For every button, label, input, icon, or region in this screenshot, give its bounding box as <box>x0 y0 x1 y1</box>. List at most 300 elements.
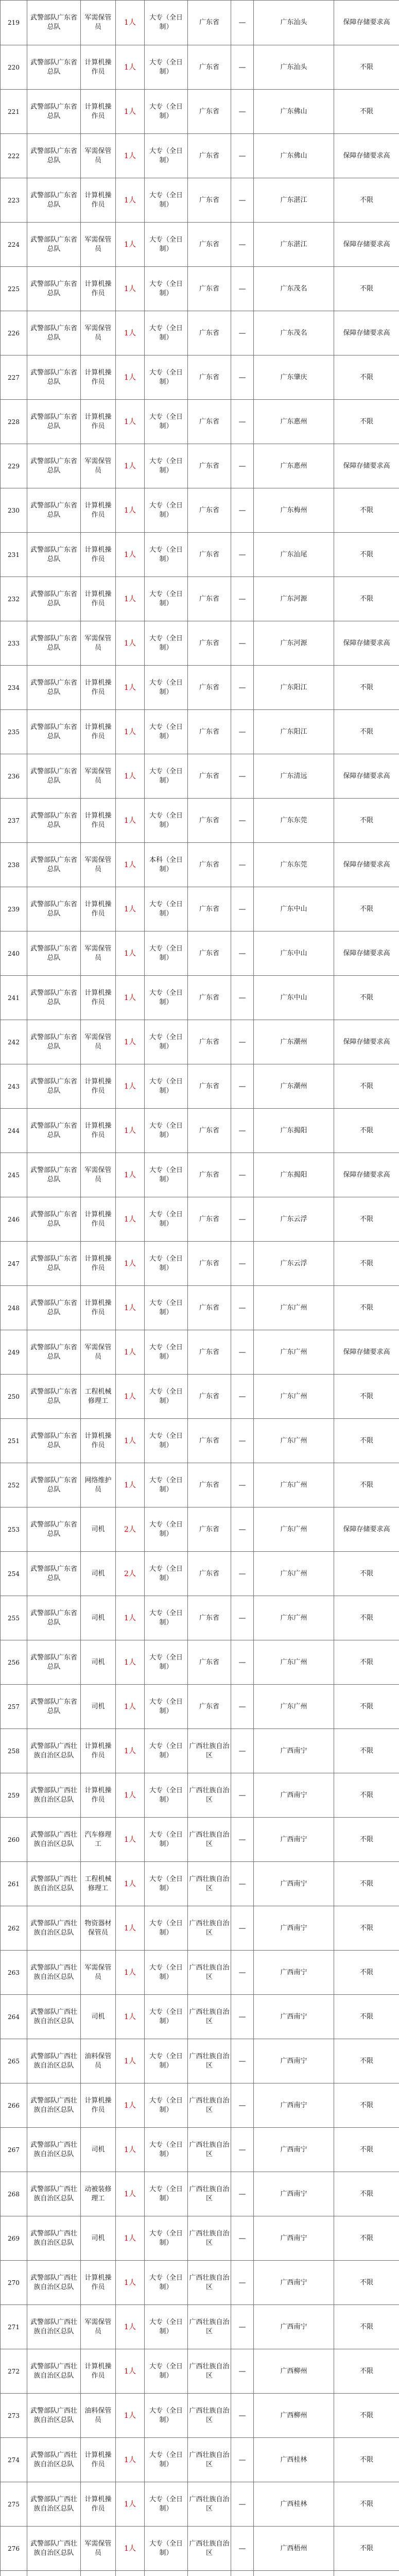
cell-gender: — <box>231 2261 254 2305</box>
cell-station: 广东汕尾 <box>254 533 334 577</box>
cell-headcount: 1人 <box>116 1197 145 1242</box>
cell-station: 广东东莞 <box>254 799 334 843</box>
table-row <box>1 666 399 710</box>
cell-row-number: 259 <box>1 1773 27 1818</box>
cell-education: 大专（全日制） <box>145 887 188 931</box>
cell-post-title: 军需保管员 <box>81 1330 116 1375</box>
table-row <box>1 1375 399 1419</box>
cell-region: 广西壮族自治区 <box>188 1906 231 1951</box>
cell-row-number: 237 <box>1 799 27 843</box>
cell-headcount: 1人 <box>116 1995 145 2039</box>
cell-gender: — <box>231 577 254 621</box>
cell-region: 广东省 <box>188 267 231 311</box>
cell-region: 广东省 <box>188 1419 231 1463</box>
cell-gender: — <box>231 1862 254 1906</box>
cell-note: 不限 <box>334 1419 399 1463</box>
cell-region: 广东省 <box>188 223 231 267</box>
cell-region: 广东省 <box>188 887 231 931</box>
cell-note: 不限 <box>334 1242 399 1286</box>
cell-gender: — <box>231 1729 254 1773</box>
table-row <box>1 1286 399 1330</box>
cell-education: 大专（全日制） <box>145 267 188 311</box>
cell-headcount: 1人 <box>116 90 145 134</box>
cell-note: 不限 <box>334 1818 399 1862</box>
cell-unit-name: 武警部队广东省总队 <box>27 134 81 178</box>
cell-education: 大专（全日制） <box>145 1685 188 1729</box>
cell-note: 不限 <box>334 1375 399 1419</box>
cell-row-number: 236 <box>1 754 27 799</box>
cell-post-title: 计算机操作员 <box>81 2438 116 2482</box>
table-row <box>1 1862 399 1906</box>
cell-region: 广东省 <box>188 1552 231 1596</box>
table-row <box>1 2349 399 2394</box>
cell-headcount: 1人 <box>116 355 145 400</box>
cell-region: 广东省 <box>188 444 231 488</box>
cell-gender: — <box>231 2083 254 2128</box>
cell-station: 广西柳州 <box>254 2394 334 2438</box>
cell-post-title: 计算机操作员 <box>81 2349 116 2394</box>
cell-unit-name: 武警部队广东省总队 <box>27 444 81 488</box>
cell-note: 保障存储要求高 <box>334 621 399 666</box>
cell-note: 保障存储要求高 <box>334 931 399 976</box>
cell-headcount: 1人 <box>116 444 145 488</box>
cell-note: 不限 <box>334 2039 399 2083</box>
table-row <box>1 2305 399 2349</box>
cell-education: 大专（全日制） <box>145 799 188 843</box>
cell-unit-name: 武警部队广东省总队 <box>27 1109 81 1153</box>
cell-gender: — <box>231 1419 254 1463</box>
cell-gender: — <box>231 2438 254 2482</box>
cell-post-title: 军需保管员 <box>81 444 116 488</box>
cell-region: 广东省 <box>188 1197 231 1242</box>
cell-station: 广东广州 <box>254 1419 334 1463</box>
cell-unit-name <box>27 2571 81 2576</box>
table-row <box>1 1419 399 1463</box>
cell-region: 广东省 <box>188 1286 231 1330</box>
cell-post-title: 司机 <box>81 1685 116 1729</box>
table-row <box>1 2394 399 2438</box>
cell-note: 不限 <box>334 1906 399 1951</box>
table-row <box>1 400 399 444</box>
cell-note: 保障存储要求高 <box>334 843 399 887</box>
cell-region: 广西壮族自治区 <box>188 2261 231 2305</box>
cell-region: 广西壮族自治区 <box>188 2305 231 2349</box>
cell-row-number: 246 <box>1 1197 27 1242</box>
cell-headcount: 1人 <box>116 2305 145 2349</box>
cell-row-number: 274 <box>1 2438 27 2482</box>
cell-region: 广西壮族自治区 <box>188 2216 231 2261</box>
cell-note: 不限 <box>334 2261 399 2305</box>
table-row <box>1 2128 399 2172</box>
cell-post-title: 司机 <box>81 1995 116 2039</box>
cell-station: 广西南宁 <box>254 1951 334 1995</box>
cell-headcount: 1人 <box>116 1951 145 1995</box>
cell-headcount: 1人 <box>116 1375 145 1419</box>
cell-region: 广东省 <box>188 45 231 90</box>
cell-gender: — <box>231 2394 254 2438</box>
cell-headcount: 1人 <box>116 1153 145 1197</box>
cell-note: 不限 <box>334 1685 399 1729</box>
cell-note: 不限 <box>334 267 399 311</box>
cell-education: 大专（全日制） <box>145 2216 188 2261</box>
cell-station: 广东广州 <box>254 1640 334 1685</box>
table-row <box>1 2527 399 2571</box>
cell-gender: — <box>231 488 254 533</box>
cell-row-number: 256 <box>1 1640 27 1685</box>
cell-station: 广东东莞 <box>254 843 334 887</box>
cell-region: 广东省 <box>188 1109 231 1153</box>
cell-region: 广东省 <box>188 90 231 134</box>
cell-gender: — <box>231 2527 254 2571</box>
cell-gender: — <box>231 710 254 754</box>
cell-education: 大专（全日制） <box>145 134 188 178</box>
cell-headcount: 1人 <box>116 267 145 311</box>
cell-region: 广西壮族自治区 <box>188 2438 231 2482</box>
cell-post-title: 军需保管员 <box>81 843 116 887</box>
table-row <box>1 533 399 577</box>
cell-education: 大专（全日制） <box>145 2438 188 2482</box>
cell-unit-name: 武警部队广东省总队 <box>27 45 81 90</box>
cell-post-title: 计算机操作员 <box>81 2083 116 2128</box>
cell-row-number: 241 <box>1 976 27 1020</box>
cell-note: 不限 <box>334 355 399 400</box>
cell-unit-name: 武警部队广东省总队 <box>27 621 81 666</box>
cell-station: 广西南宁 <box>254 2216 334 2261</box>
cell-note: 不限 <box>334 2216 399 2261</box>
cell-education: 大专（全日制） <box>145 2172 188 2216</box>
cell-unit-name: 武警部队广东省总队 <box>27 1020 81 1064</box>
cell-post-title <box>81 2571 116 2576</box>
cell-education: 大专（全日制） <box>145 666 188 710</box>
cell-unit-name: 武警部队广东省总队 <box>27 533 81 577</box>
cell-note: 保障存储要求高 <box>334 754 399 799</box>
cell-unit-name: 武警部队广西壮族自治区总队 <box>27 2261 81 2305</box>
cell-note: 不限 <box>334 887 399 931</box>
cell-post-title: 计算机操作员 <box>81 1109 116 1153</box>
cell-gender: — <box>231 1064 254 1109</box>
cell-headcount: 1人 <box>116 1818 145 1862</box>
cell-gender: — <box>231 1197 254 1242</box>
cell-row-number: 271 <box>1 2305 27 2349</box>
cell-station: 广西南宁 <box>254 1862 334 1906</box>
cell-note: 不限 <box>334 710 399 754</box>
cell-education: 大专（全日制） <box>145 1773 188 1818</box>
cell-headcount: 1人 <box>116 754 145 799</box>
cell-post-title: 计算机操作员 <box>81 1286 116 1330</box>
cell-education: 大专（全日制） <box>145 1153 188 1197</box>
cell-row-number: 268 <box>1 2172 27 2216</box>
cell-education: 大专（全日制） <box>145 1197 188 1242</box>
cell-station: 广东广州 <box>254 1330 334 1375</box>
cell-post-title: 计算机操作员 <box>81 1242 116 1286</box>
table-row <box>1 1 399 45</box>
cell-headcount: 1人 <box>116 1685 145 1729</box>
cell-row-number: 252 <box>1 1463 27 1507</box>
table-row <box>1 488 399 533</box>
table-row <box>1 444 399 488</box>
cell-station: 广西南宁 <box>254 2172 334 2216</box>
cell-post-title: 计算机操作员 <box>81 400 116 444</box>
cell-station: 广东佛山 <box>254 90 334 134</box>
cell-region: 广东省 <box>188 533 231 577</box>
cell-unit-name: 武警部队广西壮族自治区总队 <box>27 1906 81 1951</box>
cell-gender: — <box>231 1818 254 1862</box>
cell-unit-name: 武警部队广西壮族自治区总队 <box>27 2128 81 2172</box>
table-row <box>1 621 399 666</box>
cell-region: 广东省 <box>188 1153 231 1197</box>
cell-region: 广西壮族自治区 <box>188 1862 231 1906</box>
table-row <box>1 90 399 134</box>
cell-note: 不限 <box>334 90 399 134</box>
cell-post-title: 计算机操作员 <box>81 1419 116 1463</box>
cell-row-number: 227 <box>1 355 27 400</box>
cell-note: 不限 <box>334 2438 399 2482</box>
cell-row-number: 262 <box>1 1906 27 1951</box>
cell-education: 大专（全日制） <box>145 178 188 223</box>
cell-headcount: 1人 <box>116 400 145 444</box>
cell-unit-name: 武警部队广西壮族自治区总队 <box>27 1818 81 1862</box>
cell-post-title: 计算机操作员 <box>81 178 116 223</box>
table-row <box>1 355 399 400</box>
cell-note: 不限 <box>334 1197 399 1242</box>
table-row <box>1 2571 399 2576</box>
cell-unit-name: 武警部队广西壮族自治区总队 <box>27 2527 81 2571</box>
table-row <box>1 1242 399 1286</box>
cell-row-number: 229 <box>1 444 27 488</box>
cell-gender: — <box>231 1995 254 2039</box>
cell-headcount: 1人 <box>116 2349 145 2394</box>
cell-row-number: 245 <box>1 1153 27 1197</box>
cell-unit-name: 武警部队广西壮族自治区总队 <box>27 2039 81 2083</box>
cell-row-number: 232 <box>1 577 27 621</box>
cell-post-title: 计算机操作员 <box>81 355 116 400</box>
cell-row-number: 270 <box>1 2261 27 2305</box>
cell-post-title: 计算机操作员 <box>81 577 116 621</box>
cell-station: 广东阳江 <box>254 666 334 710</box>
cell-headcount: 1人 <box>116 1906 145 1951</box>
table-row <box>1 799 399 843</box>
cell-gender: — <box>231 754 254 799</box>
cell-note <box>334 2571 399 2576</box>
cell-note: 不限 <box>334 1109 399 1153</box>
cell-region: 广东省 <box>188 577 231 621</box>
cell-unit-name: 武警部队广东省总队 <box>27 577 81 621</box>
cell-note: 不限 <box>334 2482 399 2527</box>
cell-region: 广西壮族自治区 <box>188 2128 231 2172</box>
cell-headcount: 1人 <box>116 1773 145 1818</box>
cell-post-title: 军需保管员 <box>81 1951 116 1995</box>
cell-education: 大专（全日制） <box>145 45 188 90</box>
cell-headcount: 1人 <box>116 1 145 45</box>
cell-headcount: 1人 <box>116 1463 145 1507</box>
cell-unit-name: 武警部队广东省总队 <box>27 1 81 45</box>
cell-headcount: 1人 <box>116 1330 145 1375</box>
cell-note: 保障存储要求高 <box>334 223 399 267</box>
cell-region: 广东省 <box>188 1375 231 1419</box>
cell-education: 大专（全日制） <box>145 2527 188 2571</box>
cell-education: 大专（全日制） <box>145 976 188 1020</box>
cell-education: 大专（全日制） <box>145 1064 188 1109</box>
cell-gender: — <box>231 1 254 45</box>
cell-gender: — <box>231 134 254 178</box>
cell-region: 广西壮族自治区 <box>188 2083 231 2128</box>
cell-station: 广西南宁 <box>254 2261 334 2305</box>
cell-post-title: 军需保管员 <box>81 223 116 267</box>
cell-post-title: 军需保管员 <box>81 311 116 355</box>
cell-unit-name: 武警部队广东省总队 <box>27 1375 81 1419</box>
table-row <box>1 1330 399 1375</box>
cell-station: 广西南宁 <box>254 1906 334 1951</box>
cell-education: 大专（全日制） <box>145 621 188 666</box>
cell-station: 广西南宁 <box>254 2305 334 2349</box>
cell-headcount: 1人 <box>116 223 145 267</box>
cell-row-number: 254 <box>1 1552 27 1596</box>
cell-headcount: 1人 <box>116 1064 145 1109</box>
cell-station: 广东梅州 <box>254 488 334 533</box>
cell-education: 大专（全日制） <box>145 1242 188 1286</box>
cell-post-title: 工程机械修理工 <box>81 1375 116 1419</box>
cell-region: 广东省 <box>188 134 231 178</box>
cell-education: 大专（全日制） <box>145 1640 188 1685</box>
cell-gender: — <box>231 2349 254 2394</box>
cell-station: 广东茂名 <box>254 311 334 355</box>
cell-station: 广东茂名 <box>254 267 334 311</box>
cell-note: 不限 <box>334 1640 399 1685</box>
cell-note: 不限 <box>334 1552 399 1596</box>
cell-row-number: 258 <box>1 1729 27 1773</box>
cell-unit-name: 武警部队广东省总队 <box>27 710 81 754</box>
table-row <box>1 1685 399 1729</box>
cell-row-number: 238 <box>1 843 27 887</box>
cell-station: 广东中山 <box>254 931 334 976</box>
cell-note: 不限 <box>334 1463 399 1507</box>
cell-education: 大专（全日制） <box>145 90 188 134</box>
cell-gender: — <box>231 533 254 577</box>
table-body <box>1 1 399 2576</box>
cell-region: 广东省 <box>188 1685 231 1729</box>
cell-unit-name: 武警部队广西壮族自治区总队 <box>27 1729 81 1773</box>
cell-gender: — <box>231 2482 254 2527</box>
cell-region: 广东省 <box>188 931 231 976</box>
cell-post-title: 计算机操作员 <box>81 488 116 533</box>
cell-station: 广西南宁 <box>254 1818 334 1862</box>
table-row <box>1 1109 399 1153</box>
cell-note: 不限 <box>334 2172 399 2216</box>
cell-post-title: 司机 <box>81 1640 116 1685</box>
cell-note: 保障存储要求高 <box>334 134 399 178</box>
cell-region: 广东省 <box>188 666 231 710</box>
cell-post-title: 计算机操作员 <box>81 976 116 1020</box>
cell-education: 大专（全日制） <box>145 1995 188 2039</box>
cell-row-number: 266 <box>1 2083 27 2128</box>
table-row <box>1 1507 399 1552</box>
table-row <box>1 1906 399 1951</box>
cell-post-title: 司机 <box>81 2128 116 2172</box>
table-row <box>1 1197 399 1242</box>
cell-row-number: 240 <box>1 931 27 976</box>
cell-station: 广东揭阳 <box>254 1153 334 1197</box>
cell-row-number: 222 <box>1 134 27 178</box>
cell-gender: — <box>231 2305 254 2349</box>
table-row <box>1 311 399 355</box>
table-row <box>1 134 399 178</box>
cell-gender: — <box>231 90 254 134</box>
cell-headcount: 2人 <box>116 1552 145 1596</box>
cell-education: 大专（全日制） <box>145 1862 188 1906</box>
cell-unit-name: 武警部队广东省总队 <box>27 1507 81 1552</box>
cell-row-number: 267 <box>1 2128 27 2172</box>
cell-headcount: 1人 <box>116 2438 145 2482</box>
cell-station: 广东湛江 <box>254 178 334 223</box>
cell-note: 不限 <box>334 1773 399 1818</box>
cell-post-title: 计算机操作员 <box>81 1729 116 1773</box>
cell-note: 不限 <box>334 1862 399 1906</box>
cell-note: 不限 <box>334 400 399 444</box>
cell-education: 大专（全日制） <box>145 1330 188 1375</box>
cell-region: 广东省 <box>188 400 231 444</box>
cell-education: 大专（全日制） <box>145 488 188 533</box>
cell-education: 大专（全日制） <box>145 577 188 621</box>
cell-headcount: 1人 <box>116 1862 145 1906</box>
cell-unit-name: 武警部队广东省总队 <box>27 400 81 444</box>
cell-row-number: 269 <box>1 2216 27 2261</box>
cell-gender: — <box>231 843 254 887</box>
cell-unit-name: 武警部队广东省总队 <box>27 799 81 843</box>
table-row <box>1 45 399 90</box>
cell-headcount: 1人 <box>116 488 145 533</box>
cell-gender: — <box>231 621 254 666</box>
cell-education: 大专（全日制） <box>145 2083 188 2128</box>
cell-station: 广东云浮 <box>254 1197 334 1242</box>
cell-education: 大专（全日制） <box>145 1818 188 1862</box>
cell-note: 不限 <box>334 1729 399 1773</box>
cell-unit-name: 武警部队广东省总队 <box>27 90 81 134</box>
cell-gender: — <box>231 1286 254 1330</box>
cell-note: 不限 <box>334 799 399 843</box>
cell-gender: — <box>231 1330 254 1375</box>
cell-gender: — <box>231 976 254 1020</box>
cell-row-number: 253 <box>1 1507 27 1552</box>
cell-education: 大专（全日制） <box>145 1729 188 1773</box>
cell-row-number: 251 <box>1 1419 27 1463</box>
cell-region: 广东省 <box>188 488 231 533</box>
cell-education: 大专（全日制） <box>145 1 188 45</box>
table-row <box>1 2172 399 2216</box>
cell-post-title: 军需保管员 <box>81 2305 116 2349</box>
cell-post-title: 计算机操作员 <box>81 1197 116 1242</box>
cell-post-title: 计算机操作员 <box>81 267 116 311</box>
cell-headcount: 1人 <box>116 45 145 90</box>
cell-gender: — <box>231 931 254 976</box>
cell-unit-name: 武警部队广东省总队 <box>27 1463 81 1507</box>
cell-post-title: 军需保管员 <box>81 1153 116 1197</box>
cell-headcount: 1人 <box>116 1109 145 1153</box>
cell-region: 广东省 <box>188 1463 231 1507</box>
table-row <box>1 1153 399 1197</box>
cell-gender <box>231 2571 254 2576</box>
cell-station: 广东河源 <box>254 621 334 666</box>
cell-headcount: 1人 <box>116 1242 145 1286</box>
cell-unit-name: 武警部队广东省总队 <box>27 355 81 400</box>
cell-unit-name: 武警部队广东省总队 <box>27 754 81 799</box>
cell-unit-name: 武警部队广东省总队 <box>27 1596 81 1640</box>
cell-education: 大专（全日制） <box>145 1020 188 1064</box>
cell-row-number: 273 <box>1 2394 27 2438</box>
cell-post-title: 计算机操作员 <box>81 533 116 577</box>
table-row <box>1 178 399 223</box>
cell-gender: — <box>231 666 254 710</box>
cell-gender: — <box>231 2172 254 2216</box>
